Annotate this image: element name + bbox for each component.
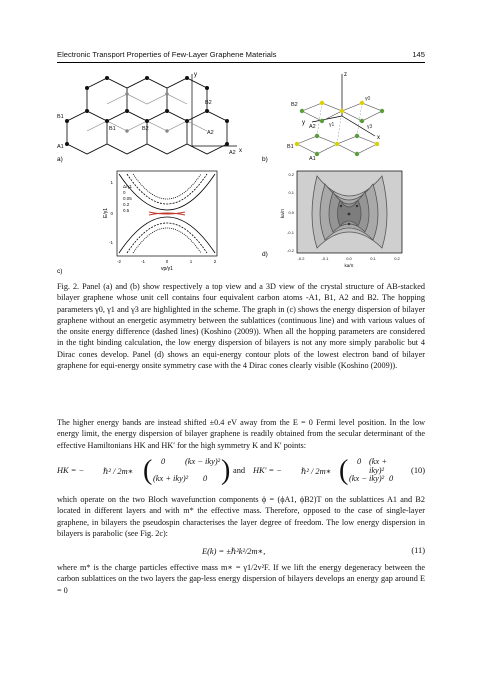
- xtick: 0.1: [370, 256, 376, 261]
- legend-entry: 0: [123, 190, 126, 195]
- atom-label: B1: [57, 114, 64, 120]
- eq10-lhs2: HK′ = −: [253, 466, 282, 475]
- ytick: 0.0: [288, 210, 294, 215]
- eq10-frac-2: ℏ² / 2m∗: [301, 467, 332, 476]
- eq10-m21: (kx + iky)²: [153, 474, 189, 483]
- equation-11-body: E(k) = ±ℏ²k²/2m∗,: [202, 547, 266, 556]
- ytick: -1: [108, 240, 113, 245]
- atom-label: B2: [142, 126, 149, 132]
- eq10-m11: 0: [161, 457, 166, 466]
- left-paren-1: (: [143, 455, 153, 486]
- figure-2-svg: [57, 66, 427, 276]
- equation-11: [57, 546, 425, 558]
- equation-11-number: (11): [411, 546, 425, 555]
- eq10-n11: 0: [357, 457, 362, 466]
- caption-text: Fig. 2. Panel (a) and (b) show respectively a top view and a 3D view of the crystal structure of AB-stacked bilayer graphene whose unit cell contains four equivalent carbon atoms -A1, B1, A2 and B2. The hopping parameters γ0, γ1 and γ3 are highlighted in the scheme. The graph in (c) shows the energy dispersion of bilayer graphene without an energetic asymmetry between the sublattices (continuous line) and with various values of the onsite energy difference (dashed lines) (Koshino (2009)). When all the hopping parameters are considered in the tight binding calculation, the low energy dispersion of bilayers is not any more simply parabolic but 4 Dirac cones develop. Panel (d) shows an equi-energy contour plots of the lowest electron band of bilayer graphene for equi-energy onsite symmetry case with the 4 Dirac cones clearly visible (Koshino (2009)).: [57, 282, 425, 371]
- atom-label: B1: [109, 126, 116, 132]
- xtick: 0.2: [394, 256, 400, 261]
- eq10-m12: (kx − iky)²: [185, 457, 221, 466]
- eq10-and: and: [233, 466, 246, 475]
- xtick: -0.1: [321, 256, 329, 261]
- xtick: -0.2: [297, 256, 305, 261]
- xtick: 1: [189, 259, 193, 264]
- axis-label-z: z: [344, 72, 347, 78]
- eq10-n21: (kx − iky)²: [349, 474, 385, 483]
- panel-label-b: b): [262, 156, 268, 163]
- hopping-label: γ1: [329, 122, 335, 128]
- atom-label: A1: [57, 144, 64, 150]
- equation-10-body: [57, 455, 397, 489]
- paragraph-2: [57, 494, 425, 539]
- legend-entry: 0.05: [123, 196, 132, 201]
- panel-a: [57, 72, 242, 163]
- xtick: 0.0: [346, 256, 352, 261]
- xtick: 0: [165, 259, 169, 264]
- eq10-frac-1: ℏ² / 2m∗: [103, 467, 134, 476]
- panel-d: [262, 171, 402, 268]
- paragraph-1: [57, 417, 425, 451]
- ytick: -0.2: [287, 248, 294, 253]
- legend-entry: 0.2: [123, 202, 130, 207]
- eq10-lhs1: HK = −: [57, 466, 85, 475]
- equation-10: [57, 455, 425, 489]
- paragraph-3: [57, 562, 425, 596]
- eq10-n22: 0: [389, 474, 394, 483]
- left-paren-2: (: [339, 455, 349, 486]
- xlabel: ka/π: [344, 263, 354, 268]
- axis-label-x: x: [239, 148, 242, 154]
- hopping-label: γ0: [365, 96, 371, 102]
- figure-caption: [57, 281, 425, 371]
- header-rule: [57, 62, 425, 63]
- eq10-m22: 0: [203, 474, 208, 483]
- panel-label-a: a): [57, 156, 63, 163]
- legend-title: Δ/γ1: [123, 184, 133, 189]
- axis-label-y: y: [302, 120, 305, 126]
- ylabel: ka/π: [280, 208, 285, 218]
- equation-10-number: (10): [411, 466, 425, 475]
- atom-label: A2: [229, 150, 236, 156]
- atom-label: B2: [291, 102, 298, 108]
- panel-c: [57, 171, 217, 275]
- xtick: -1: [140, 259, 146, 264]
- ytick: 0: [110, 211, 113, 216]
- ytick: -0.1: [287, 230, 294, 235]
- atom-label: A2: [207, 130, 214, 136]
- xtick: -2: [116, 259, 122, 264]
- xlabel: vp/γ1: [161, 266, 173, 272]
- atom-label: B2: [205, 100, 212, 106]
- right-paren-1: ): [221, 455, 231, 486]
- axis-label-y: y: [194, 72, 197, 78]
- ytick: 0.2: [288, 172, 294, 177]
- running-title: Electronic Transport Properties of Few-Layer Graphene Materials: [57, 50, 277, 59]
- hopping-label: γ3: [367, 124, 373, 130]
- ytick: 1: [110, 180, 113, 185]
- running-header: [57, 50, 425, 64]
- legend-entry: 0.5: [123, 208, 130, 213]
- xtick: 2: [213, 259, 217, 264]
- atom-label: A1: [309, 156, 316, 162]
- atom-label: B1: [287, 144, 294, 150]
- panel-label-d: d): [262, 251, 268, 258]
- paragraph-2-text: which operate on the two Bloch wavefunction components ϕ = (ϕA1, ϕB2)T on the sublattices A1 and B2 located in different layers and with m* the effective mass. Therefore, opposed to the case of single-layer graphene, in bilayers the pseudospin characterises the layer degree of freedom. The low energy dispersion in bilayers is parabolic (see Fig. 2c):: [57, 495, 425, 538]
- figure-2: [57, 66, 427, 276]
- panel-b: [262, 72, 384, 163]
- atom-label: A2: [309, 124, 316, 130]
- page-number: 145: [412, 50, 425, 59]
- axis-label-x: x: [377, 135, 380, 141]
- ytick: 0.1: [288, 190, 294, 195]
- paragraph-1-text: The higher energy bands are instead shifted ±0.4 eV away from the E = 0 Fermi level position. In the low energy limit, the energy dispersion of bilayer graphene is readily obtained from the secular determinant of the effective Hamiltonians HK and HK′ for the high symmetry K and K′ points:: [57, 418, 425, 450]
- panel-label-c: c): [57, 268, 63, 275]
- eq10-n12: (kx + iky)²: [369, 457, 387, 475]
- ylabel: E/γ1: [103, 207, 109, 218]
- paragraph-3-text: where m* is the charge particles effective mass m∗ = γ1/2v²F. If we lift the energy degeneracy between the carbon sublattices on the two layers the gap-less energy dispersion of bilayers develops an energy gap around E = 0: [57, 563, 425, 595]
